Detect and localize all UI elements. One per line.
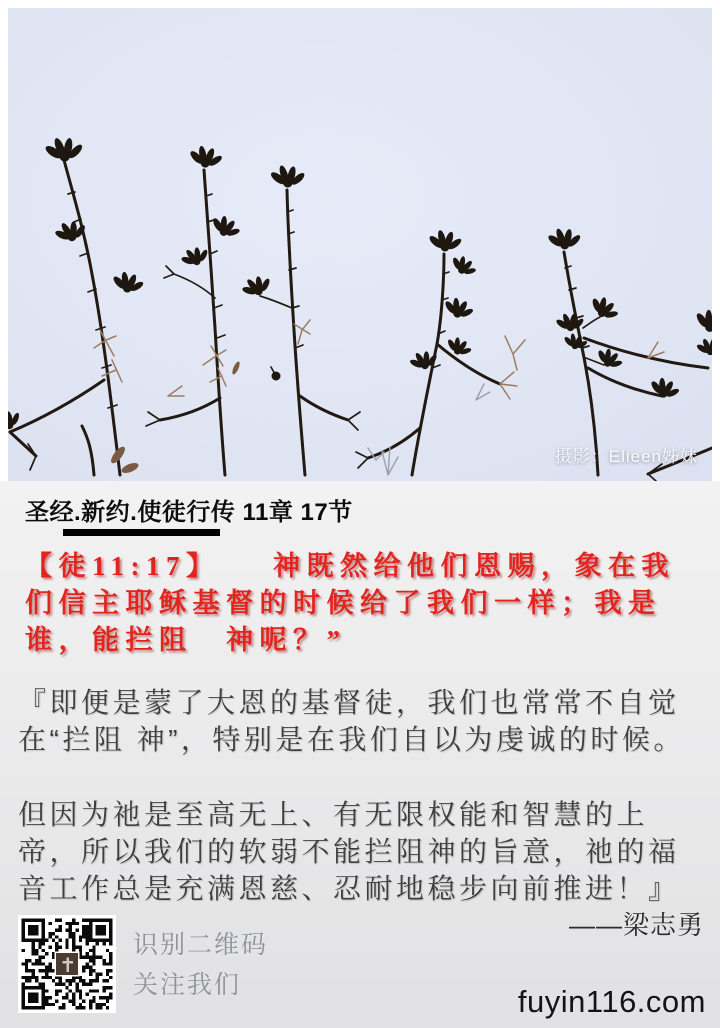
commentary-paragraph-2: 但因为祂是至高无上、有无限权能和智慧的上帝，所以我们的软弱不能拦阻神的旨意，祂的福音工作总是充满恩慈、忍耐地稳步向前推进！』 [18,799,680,904]
sky [8,8,712,481]
scripture-text: 【徒11:17】 神既然给他们恩赐，象在我们信主耶稣基督的时候给了我们一样；我是谁，能拦阻 神呢？” [25,551,676,655]
qr-caption [133,925,268,1005]
title-underline [63,529,220,536]
author-signature: ——梁志勇 [568,910,704,940]
qr-caption-line1: 识别二维码 [133,931,269,959]
page-title: 圣经.新约.使徒行传 11章 17节 [25,499,353,526]
content-panel [0,481,720,1028]
qr-caption-line2: 关注我们 [133,971,242,999]
photo-image [8,8,712,481]
commentary-paragraph-1: 『即便是蒙了大恩的基督徒，我们也常常不自觉在“拦阻 神”，特别是在我们自以为虔诚的时候。 [18,687,685,755]
website-link[interactable]: fuyin116.com [517,984,706,1019]
branches-illustration [8,8,712,481]
photo-credit: 摄影：Elieen姊妹 [554,447,698,466]
qr-code[interactable] [18,915,116,1013]
